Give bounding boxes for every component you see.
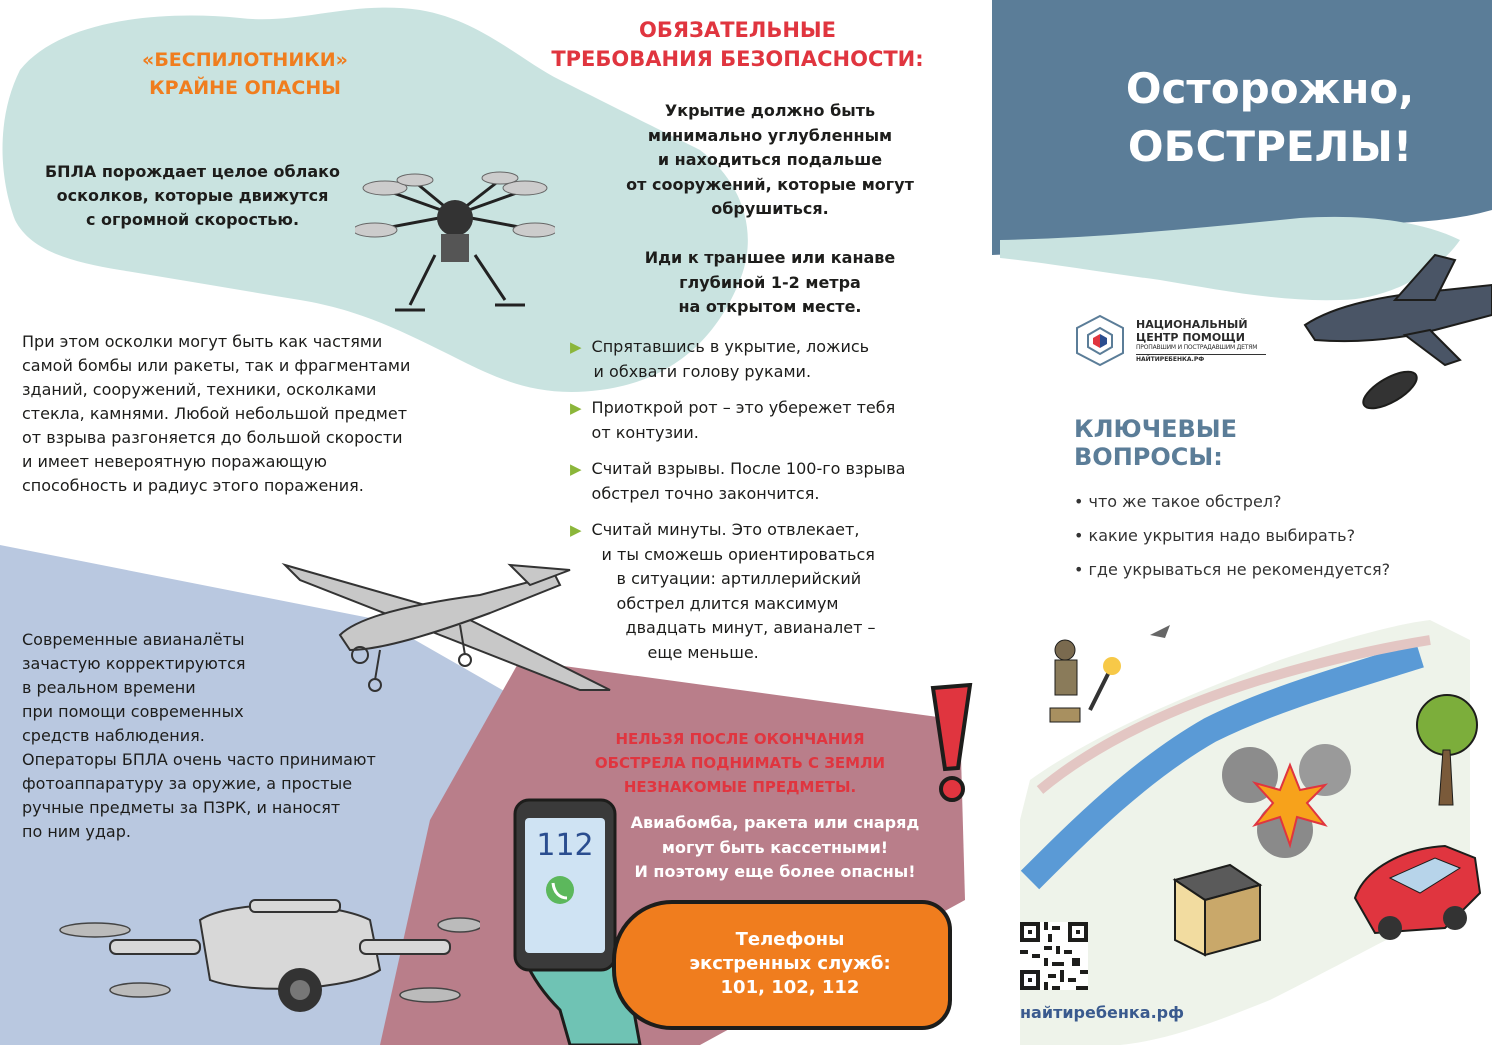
raids-line: в реальном времени — [22, 678, 196, 697]
quadcopter-drone-icon — [50, 880, 480, 1030]
trench-advice-text — [590, 246, 950, 320]
drones-title-line2: КРАЙНЕ ОПАСНЫ — [149, 77, 341, 99]
trench-line: глубиной 1-2 метра — [679, 272, 861, 292]
question-item: • где укрываться не рекомендуется? — [1074, 560, 1391, 579]
key-title-line2: ВОПРОСЫ: — [1074, 443, 1223, 471]
exclamation-mark-icon — [925, 683, 980, 808]
intro-line: осколков, которые движутся — [56, 186, 329, 205]
org-line3: ПРОПАВШИМ И ПОСТРАДАВШИМ ДЕТЯМ — [1136, 344, 1258, 351]
cluster-line: И поэтому еще более опасны! — [634, 862, 916, 881]
website-link[interactable]: найтиребенка.рф — [1020, 1003, 1184, 1022]
explosion-icon — [1215, 735, 1365, 865]
fragments-line: способность и радиус этого поражения. — [22, 476, 364, 495]
bullet-line: двадцать минут, авианалет – — [625, 618, 876, 637]
org-site: НАЙТИРЕБЕНКА.РФ — [1136, 354, 1266, 364]
question-item: • что же такое обстрел? — [1074, 492, 1282, 511]
shelter-line: от сооружений, которые могут — [626, 174, 914, 194]
safety-requirements-title — [470, 16, 1005, 74]
fragments-line: самой бомбы или ракеты, так и фрагментами — [22, 356, 411, 375]
mortar-soldier-icon — [1030, 620, 1180, 730]
warning-line: ОБСТРЕЛА ПОДНИМАТЬ С ЗЕМЛИ — [594, 754, 886, 772]
green-triangle-icon: ▶ — [570, 521, 582, 539]
bullet-line: Считай минуты. Это отвлекает, — [591, 520, 860, 539]
damaged-car-icon — [1345, 838, 1485, 948]
raids-line: средств наблюдения. — [22, 726, 205, 745]
org-line1: НАЦИОНАЛЬНЫЙ — [1136, 318, 1248, 331]
emergency-line: 101, 102, 112 — [720, 977, 860, 998]
bullet-line: и обхвати голову руками. — [593, 361, 812, 381]
raids-line: зачастую корректируются — [22, 654, 246, 673]
qr-code-icon[interactable] — [1020, 922, 1088, 990]
raids-line: Современные авианалёты — [22, 630, 245, 649]
key-questions-title — [1074, 415, 1374, 471]
safety-bullet-item — [570, 396, 970, 445]
air-raids-paragraph — [22, 628, 442, 844]
national-center-logo-icon — [1073, 313, 1128, 368]
warning-line: НЕЛЬЗЯ ПОСЛЕ ОКОНЧАНИЯ — [615, 730, 865, 748]
safety-bullet-item — [570, 457, 970, 506]
green-triangle-icon: ▶ — [570, 338, 582, 356]
key-title-line1: КЛЮЧЕВЫЕ — [1074, 415, 1238, 443]
uav-intro-text — [20, 160, 365, 232]
drones-dangerous-title — [100, 46, 390, 102]
warning-line: НЕЗНАКОМЫЕ ПРЕДМЕТЫ. — [623, 778, 857, 796]
main-title — [1060, 60, 1480, 176]
cluster-munitions-warning — [605, 811, 945, 885]
damaged-house-icon — [1150, 855, 1270, 965]
bullet-line: Спрятавшись в укрытие, ложись — [591, 337, 870, 356]
question-item: • какие укрытия надо выбирать? — [1074, 526, 1356, 545]
hexacopter-drone-icon — [355, 160, 555, 330]
do-not-pick-up-warning — [560, 727, 920, 799]
shelter-line: обрушиться. — [711, 199, 829, 218]
key-questions-list — [1074, 490, 1474, 582]
main-title-line1: Осторожно, — [1125, 64, 1415, 113]
bullet-line: от контузии. — [591, 422, 699, 442]
bullet-line: в ситуации: артиллерийский — [616, 569, 862, 588]
fragments-paragraph — [22, 330, 462, 498]
drones-title-line1: «БЕСПИЛОТНИКИ» — [142, 49, 348, 71]
fragments-line: и имеет невероятную поражающую — [22, 452, 327, 471]
safety-bullet-list — [570, 335, 970, 665]
green-triangle-icon: ▶ — [570, 399, 582, 417]
shelter-line: Укрытие должно быть — [664, 101, 876, 120]
fragments-line: При этом осколки могут быть как частями — [22, 332, 383, 351]
bullet-line: обстрел точно закончится. — [591, 483, 820, 503]
org-line2: ЦЕНТР ПОМОЩИ — [1136, 331, 1245, 344]
phone-number-112: 112 — [536, 828, 594, 863]
emergency-phones-text — [640, 928, 940, 1000]
raids-line: ручные предметы за ПЗРК, и наносят — [22, 798, 341, 817]
bullet-line: Считай взрывы. После 100-го взрыва — [591, 459, 906, 478]
intro-line: с огромной скоростью. — [85, 210, 300, 229]
fragments-line: стекла, камнями. Любой небольшой предмет — [22, 404, 408, 423]
fragments-line: от взрыва разгоняется до большой скорости — [22, 428, 403, 447]
bullet-line: еще меньше. — [647, 642, 759, 662]
org-name — [1136, 318, 1266, 364]
trench-line: на открытом месте. — [678, 297, 862, 316]
safety-title-line1: ОБЯЗАТЕЛЬНЫЕ — [639, 18, 836, 42]
shelter-line: и находиться подальше — [657, 150, 883, 169]
bullet-line: и ты сможешь ориентироваться — [601, 544, 875, 564]
shelter-line: минимально углубленным — [647, 125, 893, 145]
shelter-requirements-text — [590, 99, 950, 222]
bullet-line: обстрел длится максимум — [616, 593, 839, 613]
intro-line: БПЛА порождает целое облако — [44, 162, 341, 181]
safety-bullet-item — [570, 518, 970, 665]
bullet-line: Приоткрой рот – это убережет тебя — [591, 398, 896, 417]
main-title-line2: ОБСТРЕЛЫ! — [1127, 122, 1413, 171]
fragments-line: зданий, сооружений, техники, осколками — [22, 380, 377, 399]
raids-line: Операторы БПЛА очень часто принимают — [22, 750, 376, 769]
fighter-jet-icon — [1295, 245, 1492, 420]
tree-icon — [1405, 690, 1490, 810]
safety-bullet-item — [570, 335, 970, 384]
green-triangle-icon: ▶ — [570, 460, 582, 478]
safety-title-line2: ТРЕБОВАНИЯ БЕЗОПАСНОСТИ: — [551, 47, 924, 71]
cluster-line: Авиабомба, ракета или снаряд — [630, 813, 920, 832]
cluster-line: могут быть кассетными! — [661, 837, 889, 857]
raids-line: фотоаппаратуру за оружие, а простые — [22, 774, 353, 793]
raids-line: при помощи современных — [22, 702, 244, 721]
trench-line: Иди к траншее или канаве — [644, 248, 896, 267]
emergency-line: Телефоны — [735, 929, 845, 950]
emergency-line: экстренных служб: — [689, 953, 891, 974]
raids-line: по ним удар. — [22, 822, 131, 841]
